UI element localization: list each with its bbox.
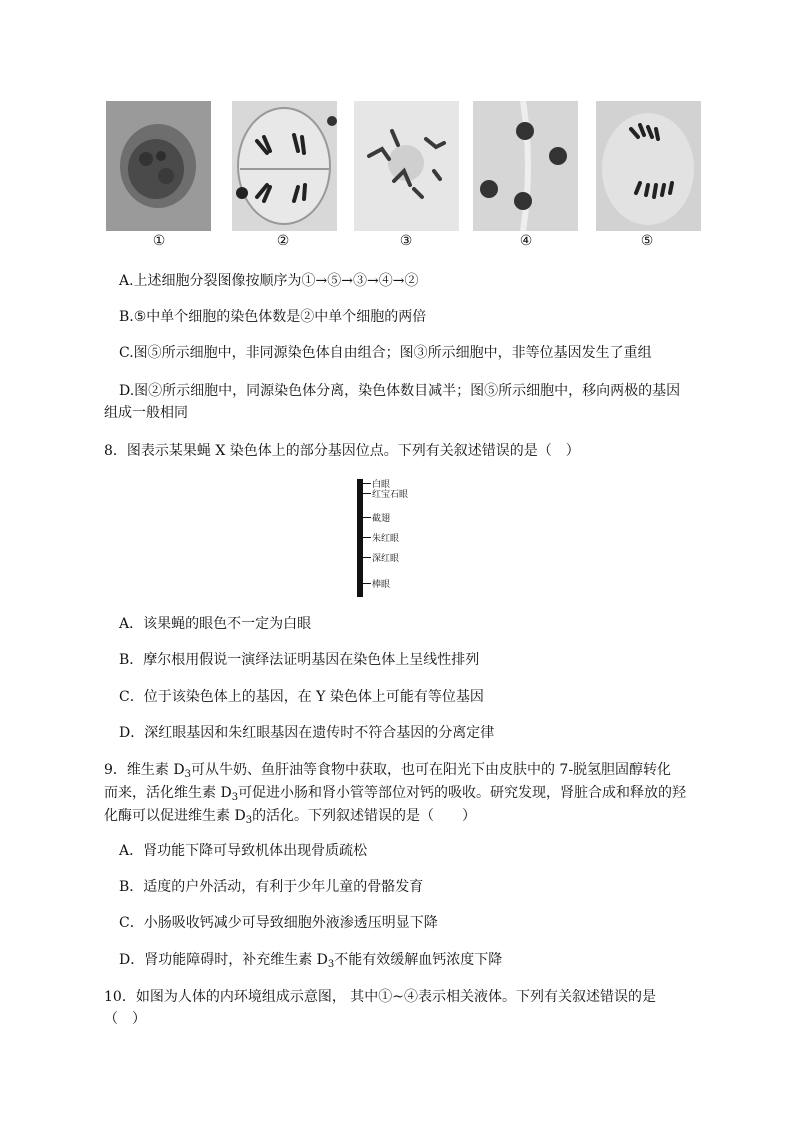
q10-stem-line-1: 10．如图为人体的内环境组成示意图， 其中①~④表示相关液体。下列有关叙述错误的是 [104,989,656,1005]
gene-tick [357,493,371,494]
q7-option-d: D.图②所示细胞中，同源染色体分离，染色体数目减半；图⑤所示细胞中，移向两极的基因 [119,383,681,399]
panel-label-5: ⑤ [640,233,654,249]
q8-option-a: A．该果蝇的眼色不一定为白眼 [119,616,312,632]
panel-label-3: ③ [399,233,413,249]
q7-option-c: C.图⑤所示细胞中，非同源染色体自由组合；图③所示细胞中，非等位基因发生了重组 [119,345,652,361]
q9-stem-line-2: 而来，活化维生素 $D_3$可促进小肠和肾小管等部位对钙的吸收。研究发现，肾脏合成和释放的羟 [104,785,687,803]
q9-option-d: D．肾功能障碍时，补充维生素 $D_3$不能有效缓解血钙浓度下降 [119,952,503,970]
gene-label: 深红眼 [372,554,400,564]
panel-label-2: ② [276,233,290,249]
chromosome-bar [357,479,363,597]
gene-tick [357,517,371,518]
gene-label: 棒眼 [372,580,391,590]
panel-label-4: ④ [519,233,533,249]
q9-stem-line-3: 化酶可以促进维生素 $D_3$的活化。下列叙述错误的是（ ） [104,808,477,826]
micrograph-3 [354,101,459,231]
micrograph-5 [596,101,701,231]
micrograph-1 [106,101,211,231]
panel-label-1: ① [152,233,166,249]
gene-tick [357,537,371,538]
q9-option-c: C．小肠吸收钙减少可导致细胞外液渗透压明显下降 [119,915,438,931]
gene-tick [357,483,371,484]
q8-stem: 8．图表示某果蝇 X 染色体上的部分基因位点。下列有关叙述错误的是（ ） [104,443,580,459]
q9-option-a: A．肾功能下降可导致机体出现骨质疏松 [119,843,368,859]
gene-tick [357,583,371,584]
micrograph-4 [473,101,578,231]
q7-option-a: A.上述细胞分裂图像按顺序为①→⑤→③→④→② [119,273,419,289]
q8-option-c: C．位于该染色体上的基因，在 Y 染色体上可能有等位基因 [119,689,484,705]
q7-option-d-cont: 组成一般相同 [104,405,188,421]
q8-option-b: B．摩尔根用假说一演绎法证明基因在染色体上呈线性排列 [119,652,480,668]
gene-label: 白眼 [372,480,391,490]
q9-option-b: B．适度的户外活动，有利于少年儿童的骨骼发育 [119,879,424,895]
gene-label: 朱红眼 [372,534,400,544]
gene-label: 截翅 [372,514,391,524]
q9-stem-line-1: 9．维生素 $D_3$可从牛奶、鱼肝油等食物中获取，也可在阳光下由皮肤中的 7-脱氢胆固醇转化 [104,762,672,780]
gene-tick [357,557,371,558]
q10-stem-line-2: （ ） [104,1011,146,1027]
gene-label: 红宝石眼 [372,490,409,500]
q7-option-b: B.⑤中单个细胞的染色体数是②中单个细胞的两倍 [119,309,427,325]
micrograph-2 [232,101,337,231]
q8-option-d: D．深红眼基因和朱红眼基因在遗传时不符合基因的分离定律 [119,725,495,741]
